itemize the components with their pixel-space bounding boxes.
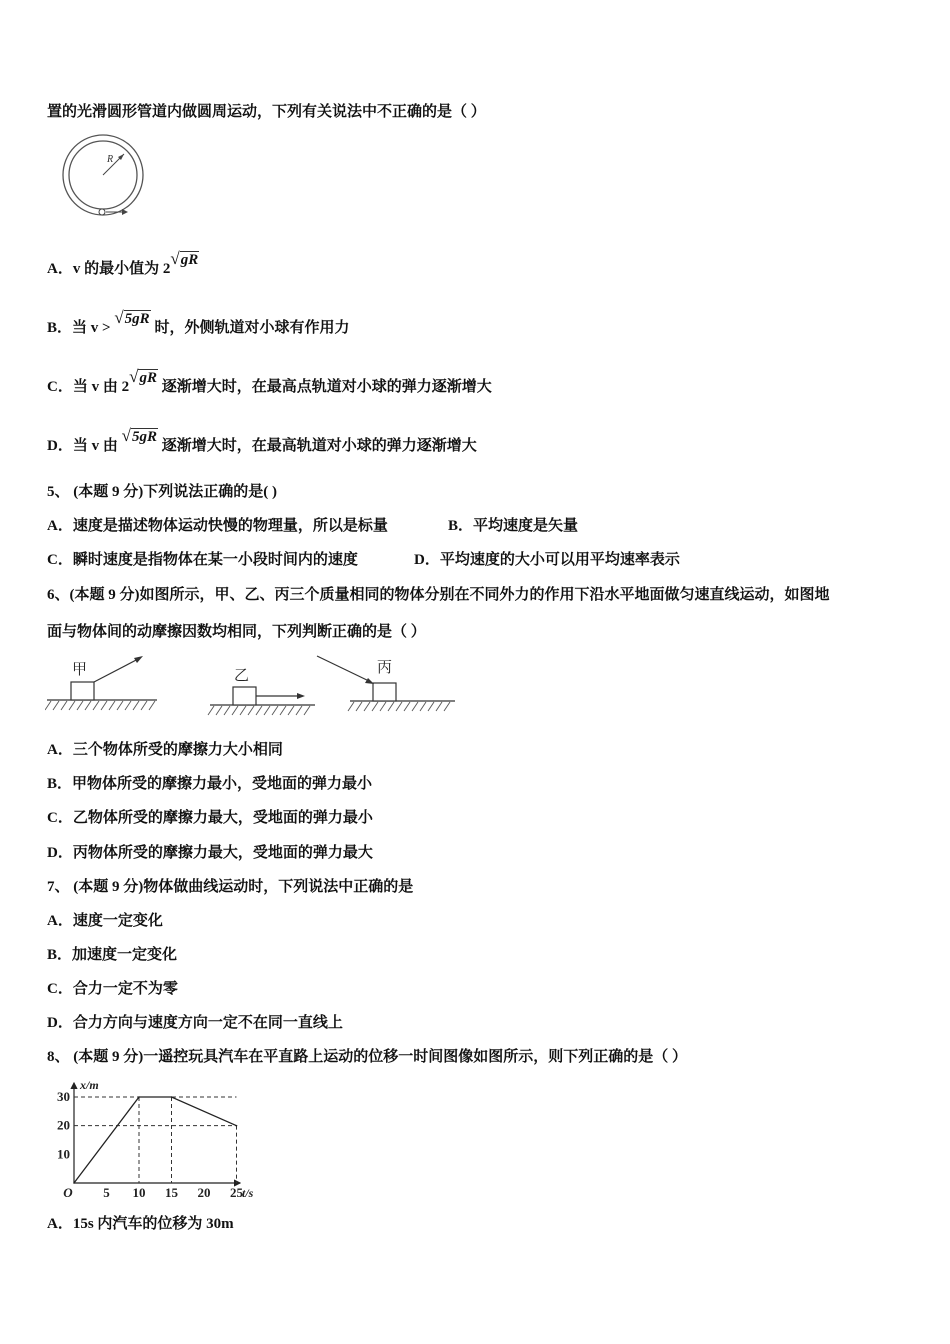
- x-tick-label: 5: [103, 1185, 110, 1200]
- three-blocks-figure: [45, 650, 460, 718]
- chart-labels: [57, 1078, 254, 1200]
- data-point: [236, 1125, 238, 1127]
- radius-label: R: [107, 154, 114, 165]
- q6-stem-line1: 6、(本题 9 分)如图所示，甲、乙、丙三个质量相同的物体分别在不同外力的作用下沿水平地面做匀速直线运动，如图地: [47, 587, 830, 603]
- x-tick-label: 20: [197, 1185, 211, 1200]
- block-yi-diagram: [208, 666, 315, 715]
- q4-option-c: C．当 v 由 2√gR 逐渐增大时，在最高点轨道对小球的弹力逐渐增大: [47, 367, 492, 395]
- q8-stem: 8、 (本题 9 分)一遥控玩具汽车在平直路上运动的位移一时间图像如图所示，则下列正确的是（ ）: [47, 1049, 687, 1065]
- q6-option-a: A．三个物体所受的摩擦力大小相同: [47, 742, 283, 758]
- sqrt-gR: √gR: [170, 249, 199, 268]
- x-tick-label: 25: [230, 1185, 243, 1200]
- label-jia: 甲: [72, 660, 88, 678]
- q6-option-d: D．丙物体所受的摩擦力最大，受地面的弹力最大: [47, 845, 373, 861]
- ball: [99, 209, 105, 215]
- data-point: [73, 1182, 75, 1184]
- q7-option-a: A．速度一定变化: [47, 913, 163, 929]
- q8-option-a: A．15s 内汽车的位移为 30m: [47, 1216, 234, 1232]
- q4-option-d: D．当 v 由 √5gR 逐渐增大时，在最高轨道对小球的弹力逐渐增大: [47, 426, 477, 454]
- x-axis-label: t/s: [242, 1186, 254, 1200]
- circular-track-figure: [58, 132, 150, 220]
- origin-label: O: [63, 1185, 73, 1200]
- chart-series: [73, 1096, 237, 1184]
- y-tick-label: 20: [57, 1117, 70, 1133]
- series-line: [74, 1097, 237, 1183]
- q7-option-c: C．合力一定不为零: [47, 981, 178, 997]
- chart-axes: [74, 1083, 240, 1183]
- q5-option-a: A．速度是描述物体运动快慢的物理量，所以是标量: [47, 518, 388, 534]
- q4-option-b: B．当 v > √5gR 时，外侧轨道对小球有作用力: [47, 308, 350, 336]
- block-bing-diagram: [317, 656, 455, 711]
- chart-guides: [74, 1097, 237, 1183]
- label-bing: 丙: [377, 658, 393, 676]
- xt-chart: [50, 1075, 265, 1203]
- q4-option-a: A．v 的最小值为 2√gR: [47, 249, 199, 277]
- sqrt-gR: √gR: [129, 367, 157, 386]
- q6-option-b: B．甲物体所受的摩擦力最小，受地面的弹力最小: [47, 776, 373, 792]
- sqrt-5gR: √5gR: [114, 308, 150, 327]
- data-point: [171, 1096, 173, 1098]
- q4-stem: 置的光滑圆形管道内做圆周运动，下列有关说法中不正确的是（ ）: [47, 104, 486, 120]
- block-jia-diagram: [45, 656, 157, 710]
- y-axis-label: x/m: [80, 1078, 99, 1092]
- q7-option-d: D．合力方向与速度方向一定不在同一直线上: [47, 1015, 343, 1031]
- q6-option-c: C．乙物体所受的摩擦力最大，受地面的弹力最小: [47, 810, 373, 826]
- q5-option-b: B．平均速度是矢量: [448, 518, 579, 534]
- q5-option-d: D．平均速度的大小可以用平均速率表示: [414, 552, 680, 568]
- q5-option-c: C．瞬时速度是指物体在某一小段时间内的速度: [47, 552, 358, 568]
- q7-stem: 7、 (本题 9 分)物体做曲线运动时，下列说法中正确的是: [47, 879, 414, 895]
- label-yi: 乙: [234, 666, 250, 684]
- velocity-arrowhead: [122, 209, 128, 215]
- sqrt-5gR: √5gR: [121, 426, 157, 445]
- q5-stem: 5、 (本题 9 分)下列说法正确的是( ): [47, 484, 277, 500]
- y-tick-label: 10: [57, 1146, 70, 1162]
- q6-stem-line2: 面与物体间的动摩擦因数均相同，下列判断正确的是（ ）: [47, 624, 426, 640]
- data-point: [138, 1096, 140, 1098]
- q7-option-b: B．加速度一定变化: [47, 947, 178, 963]
- x-tick-label: 10: [132, 1185, 146, 1200]
- y-tick-label: 30: [57, 1089, 70, 1104]
- x-tick-label: 15: [165, 1185, 178, 1200]
